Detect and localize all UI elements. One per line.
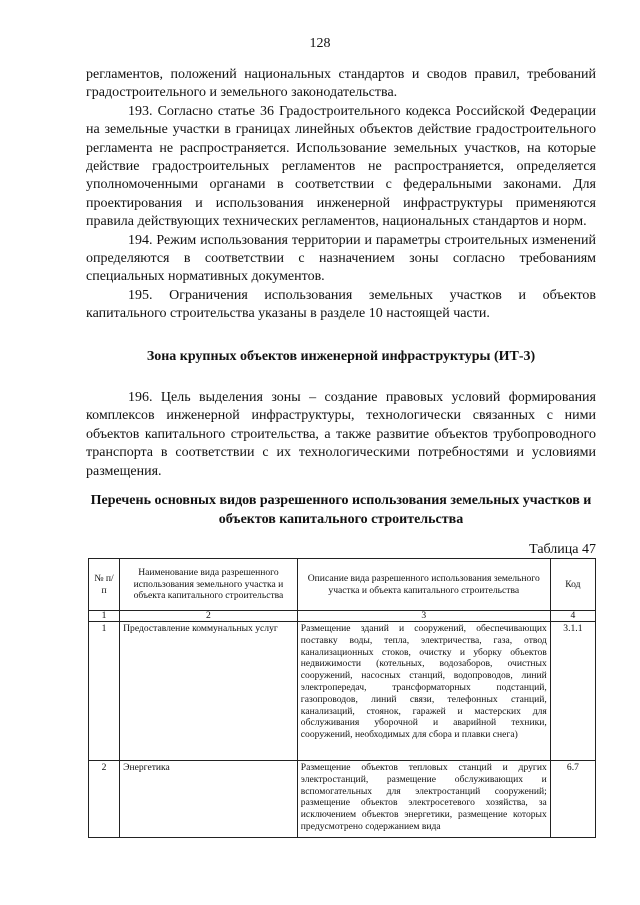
- row-code: 6.7: [550, 761, 595, 838]
- paragraph-continuation: регламентов, положений национальных стандартов и сводов правил, требований градостроительного и земельного законодательства.: [86, 67, 596, 101]
- column-number: 2: [120, 611, 298, 622]
- row-num: 2: [89, 761, 120, 838]
- column-number: 3: [297, 611, 550, 622]
- row-description: Размещение зданий и сооружений, обеспечивающих поставку воды, тепла, электричества, газа, отвод канализационных стоков, очистку и уборку объектов недвижимости (котельных, водозаборов, очистных сооружений, насосных станций, водопроводов, линий электропередач, трансформаторных подстанций, газопроводов, линий связи, телефонных станций, канализаций, стоянок, гаражей и мастерских для обслуживания уборочной и аварийной техники, сооружений, необходимых для сбора и плавки снега): [297, 622, 550, 761]
- column-number: 1: [89, 611, 120, 622]
- header-code: Код: [550, 559, 595, 611]
- header-description: Описание вида разрешенного использования земельного участка и объекта капитального строительства: [297, 559, 550, 611]
- row-name: Предоставление коммунальных услуг: [120, 622, 298, 761]
- paragraph-196: 196. Цель выделения зоны – создание правовых условий формирования комплексов инженерной инфраструктуры, технологически связанных с ними объектов капитального строительства, а также развитие объектов трубопроводного транспорта в соответствии с их технологическими потребностями и условиями размещения.: [86, 390, 596, 479]
- list-heading: Перечень основных видов разрешенного использования земельных участков и объектов капитального строительства: [90, 493, 592, 527]
- row-name: Энергетика: [120, 761, 298, 838]
- row-num: 1: [89, 622, 120, 761]
- paragraph-193: 193. Согласно статье 36 Градостроительного кодекса Российской Федерации на земельные участки в границах линейных объектов действие градостроительного регламента не распространяется. Использование земельных участков, на которые действие градостроительных регламентов не распространяется, определяется уполномоченными органами в соответствии с федеральными законами. Для проектирования и использования инженерной инфраструктуры применяются правила действующих технических регламентов, национальных стандартов и норм.: [86, 103, 596, 230]
- table-row: [89, 761, 596, 838]
- row-description: Размещение объектов тепловых станций и других электростанций, размещение обслуживающих и вспомогательных для электростанций сооружений; размещение объектов электросетевого хозяйства, за исключением объектов энергетики, размещение которых предусмотрено содержанием вида: [297, 761, 550, 838]
- page-number: 128: [309, 36, 331, 51]
- zone-heading: Зона крупных объектов инженерной инфраструктуры (ИТ-3): [146, 349, 536, 364]
- body-text-196: [86, 389, 596, 481]
- column-number-row: [89, 611, 596, 622]
- table-row: [89, 622, 596, 761]
- table-caption: Таблица 47: [529, 542, 596, 557]
- header-num: № п/п: [89, 559, 120, 611]
- column-number: 4: [550, 611, 595, 622]
- land-use-table: [88, 558, 596, 838]
- paragraph-195: 195. Ограничения использования земельных участков и объектов капитального строительства указаны в разделе 10 настоящей части.: [86, 287, 596, 322]
- header-name: Наименование вида разрешенного использования земельного участка и объекта капитального строительства: [120, 559, 298, 611]
- paragraph-194: 194. Режим использования территории и параметры строительных изменений определяются в соответствии с назначением зоны согласно требованиям специальных нормативных документов.: [86, 232, 596, 285]
- table-header-row: [89, 559, 596, 611]
- row-code: 3.1.1: [550, 622, 595, 761]
- body-text: [86, 66, 596, 324]
